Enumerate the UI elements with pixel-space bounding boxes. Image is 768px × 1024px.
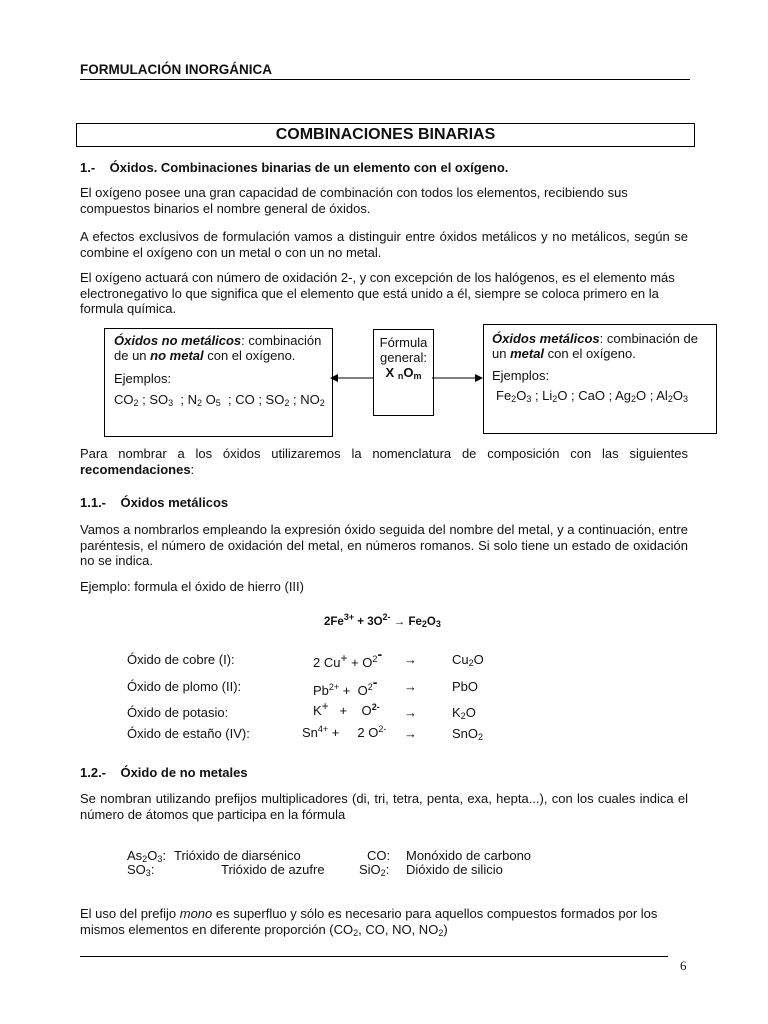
main-title: COMBINACIONES BINARIAS	[76, 123, 695, 147]
section-1-paragraph-1: El oxígeno posee una gran capacidad de combinación con todos los elementos, recibiendo sus compuestos binarios el nombre general de óxidos.	[80, 185, 628, 216]
reaction-arrow: →	[404, 705, 417, 720]
so3-name: Trióxido de azufre	[221, 862, 325, 877]
non-metal-keyword: no metal	[150, 348, 204, 363]
sio2-formula: SiO$_2$:	[359, 862, 390, 878]
metal-examples: $Fe_2O_3$ ; $Li_2O$ ; CaO ; $Ag_2O$ ; $Al_2O_3$	[496, 388, 688, 404]
metal-examples-label: Ejemplos:	[492, 368, 550, 383]
metal-oxides-title: Óxidos metálicos	[492, 331, 600, 346]
oxide-row-name: Óxido de plomo (II):	[127, 679, 242, 694]
section-1-1-number: 1.1.-	[80, 495, 107, 510]
oxide-row-name: Óxido de estaño (IV):	[127, 726, 250, 741]
section-1-2-title: Óxido de no metales	[120, 765, 248, 780]
sio2-name: Dióxido de silicio	[406, 862, 503, 877]
section-1-2-heading	[80, 765, 248, 780]
mono-text-1: El uso del prefijo	[80, 906, 180, 921]
naming-intro-text: Para nombrar a los óxidos utilizaremos la nomenclatura de composición con las siguientes	[80, 446, 688, 461]
mono-prefix-paragraph: El uso del prefijo mono es superfluo y sólo es necesario para aquellos compuestos formados por los mismos elementos en diferente proporción ($CO_2$, CO, NO, $NO_2$)	[80, 906, 658, 938]
section-1-heading	[80, 160, 508, 175]
mono-text-2: es superfluo y sólo es necesario para aquellos compuestos formados por los mismos elementos en diferente proporción (CO	[80, 906, 658, 937]
co-name: Monóxido de carbono	[406, 848, 532, 863]
non-metal-examples: $CO_2$ ; $SO_3$ ; $N_2$ $O_5$ ; CO ; $SO_2$ ; $NO_2$	[114, 392, 325, 408]
page-number: 6	[680, 958, 687, 973]
running-header: FORMULACIÓN INORGÁNICA	[80, 62, 272, 77]
non-metal-desc-2: con el oxígeno.	[203, 348, 296, 363]
oxide-row-name: Óxido de potasio:	[127, 705, 229, 720]
non-metal-oxides-box	[104, 328, 333, 437]
mono-text-3: , CO, NO, NO	[358, 921, 439, 937]
naming-intro-paragraph	[80, 446, 688, 477]
general-formula: X $_nO_m$	[385, 365, 422, 381]
as2o3-name: Trióxido de diarsénico	[174, 848, 301, 863]
as2o3-formula: $As_2O_3$:	[127, 848, 166, 864]
diagram-arrows	[330, 372, 485, 384]
reaction-arrow: →	[404, 679, 417, 694]
non-metal-oxides-title: Óxidos no metálicos	[114, 333, 242, 348]
so3-formula: $SO_3$:	[127, 862, 155, 878]
oxide-row-ions: 2 $Cu^+ + O^{2-}$	[313, 646, 383, 670]
metal-oxides-definition	[492, 331, 712, 361]
section-1-1-heading	[80, 495, 228, 510]
metal-oxides-box	[483, 324, 717, 434]
non-metal-examples-label: Ejemplos:	[114, 371, 172, 386]
right-arrowhead	[475, 374, 483, 382]
oxide-row-ions: K+ + $O^{2-}$	[313, 699, 380, 718]
oxide-row-formula: $K_2O$	[452, 705, 476, 721]
metal-keyword: metal	[510, 346, 545, 361]
general-formula-line-1: Fórmula	[379, 335, 428, 350]
mono-word: mono	[179, 906, 213, 921]
oxide-row-ions: $Sn^{4+}$ + 2 $O^{2-}$	[302, 724, 387, 740]
section-1-1-paragraph: Vamos a nombrarlos empleando la expresión óxido seguida del nombre del metal, y a continuación, entre paréntesis, el número de oxidación del metal, en números romanos. Si solo tiene un estado de oxidación no se indica.	[80, 522, 688, 568]
naming-intro-end: :	[190, 461, 195, 477]
non-metal-oxides-definition	[114, 333, 329, 363]
general-formula-line-2: general:	[380, 350, 427, 365]
metal-desc-1: : combinación de un	[492, 331, 698, 361]
section-1-number: 1.-	[80, 160, 96, 175]
section-1-paragraph-3: El oxígeno actuará con número de oxidación 2-, y con excepción de los halógenos, es el elemento más electronegativo lo que significa que el elemento que está unido a él, siempre se coloca primero en la formula química.	[80, 270, 675, 316]
reaction-arrow: →	[404, 652, 417, 667]
oxide-row-formula: PbO	[452, 679, 479, 694]
reaction-arrow: →	[404, 726, 417, 741]
oxide-row-formula: SnO$_2$	[452, 726, 484, 742]
footer-rule	[80, 956, 668, 957]
oxide-row-formula: $Cu_2O$	[452, 652, 484, 668]
metal-desc-2: con el oxígeno.	[544, 346, 636, 361]
header-rule	[80, 79, 690, 80]
section-1-1-title: Óxidos metálicos	[120, 495, 229, 510]
left-arrowhead	[330, 374, 338, 382]
mono-text-4: )	[443, 921, 448, 937]
section-1-2-number: 1.2.-	[80, 765, 107, 780]
oxide-row-name: Óxido de cobre (I):	[127, 652, 235, 667]
non-metal-desc-1: : combinación de un	[114, 333, 322, 363]
section-1-title: Óxidos. Combinaciones binarias de un elemento con el oxígeno.	[109, 160, 509, 175]
naming-intro-bold: recomendaciones	[80, 461, 191, 477]
section-1-paragraph-2: A efectos exclusivos de formulación vamos a distinguir entre óxidos metálicos y no metálicos, según se combine el oxígeno con un metal o con un no metal.	[80, 229, 688, 260]
iron-oxide-equation: $2Fe^{3+} + 3O^{2-} \to Fe_2O_3$	[324, 612, 441, 629]
co-formula: CO:	[367, 848, 391, 863]
section-1-1-example: Ejemplo: formula el óxido de hierro (III)	[80, 579, 304, 594]
section-1-2-paragraph: Se nombran utilizando prefijos multiplicadores (di, tri, tetra, penta, exa, hepta...), con los cuales indica el número de átomos que participa en la fórmula	[80, 791, 688, 822]
oxide-row-ions: $Pb^{2+} + O^{2-}$	[313, 674, 378, 698]
